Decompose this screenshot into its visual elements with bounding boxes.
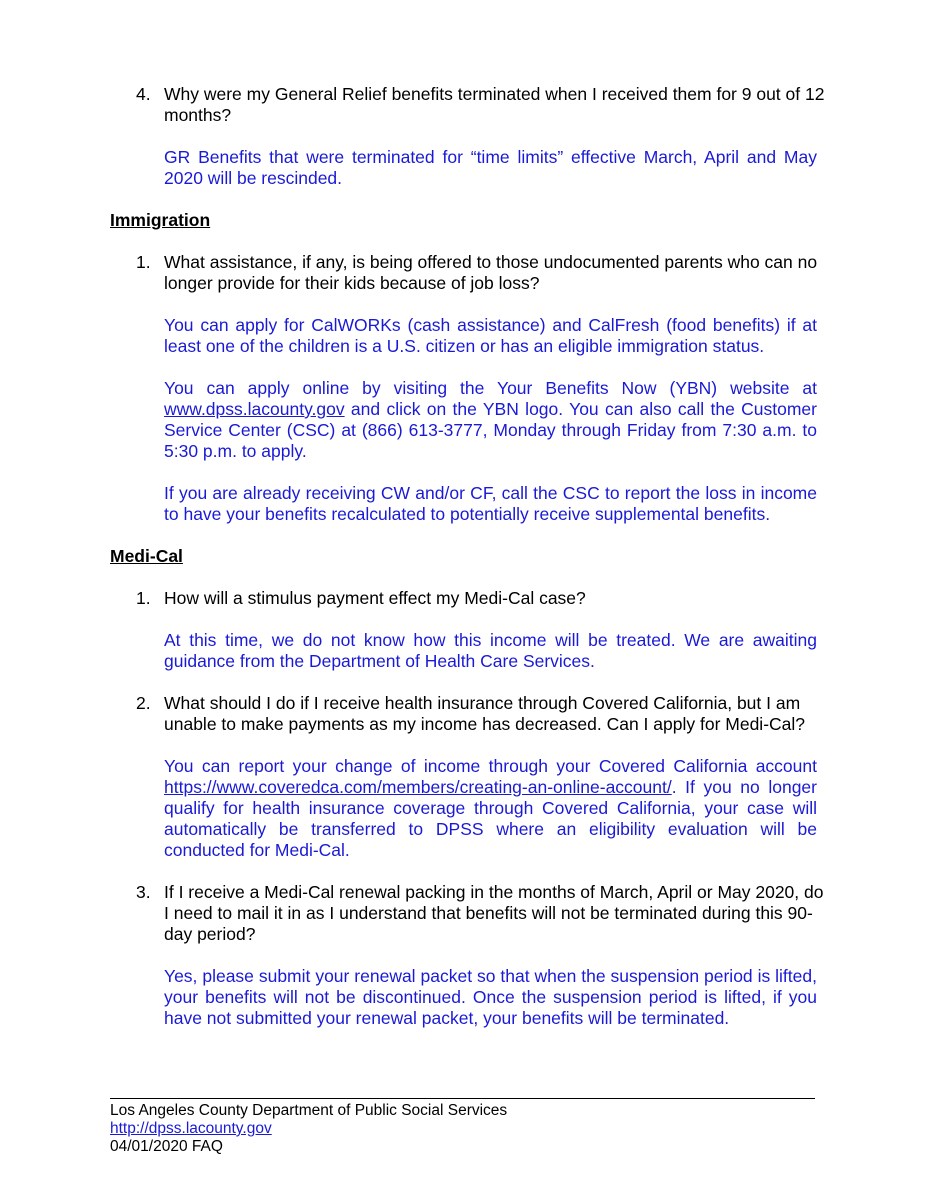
question-number: 1. [136, 252, 151, 272]
section-heading-immigration: Immigration [110, 210, 211, 230]
question-number: 4. [136, 84, 151, 104]
question-number: 1. [136, 588, 151, 608]
faq-answer-medical-2 [164, 756, 817, 861]
answer-text: You can apply online by visiting the Your Benefits Now (YBN) website at [164, 378, 817, 398]
footer-org: Los Angeles County Department of Public Social Services [110, 1102, 508, 1119]
dpss-website-link[interactable]: www.dpss.lacounty.gov [164, 399, 345, 419]
faq-question-gr-4 [136, 84, 826, 126]
question-text: How will a stimulus payment effect my Medi-Cal case? [164, 588, 586, 608]
faq-question-medical-2 [136, 693, 826, 735]
answer-text: and click on the YBN logo. You can also call the Customer Service Center (CSC) at (866) 613-3777, Monday through Friday from 7:30 a.m. to 5:30 p.m. to apply. [164, 399, 817, 461]
faq-answer-medical-1: At this time, we do not know how this income will be treated. We are awaiting guidance from the Department of Health Care Services. [164, 630, 817, 671]
faq-answer-immigration-1-p3: If you are already receiving CW and/or CF, call the CSC to report the loss in income to have your benefits recalculated to potentially receive supplemental benefits. [164, 483, 817, 524]
faq-answer-medical-3: Yes, please submit your renewal packet so that when the suspension period is lifted, your benefits will not be discontinued. Once the suspension period is lifted, if you have not submitted your renewal packet, your benefits will be terminated. [164, 966, 817, 1028]
footer-date: 04/01/2020 FAQ [110, 1138, 223, 1155]
question-text: If I receive a Medi-Cal renewal packing in the months of March, April or May 2020, do I need to mail it in as I understand that benefits will not be terminated during this 90-day period? [164, 882, 824, 944]
question-text: What assistance, if any, is being offered to those undocumented parents who can no longer provide for their kids because of job loss? [164, 252, 818, 293]
faq-question-immigration-1 [136, 252, 826, 294]
question-number: 2. [136, 693, 151, 713]
coveredca-link[interactable]: https://www.coveredca.com/members/creating-an-online-account/ [164, 777, 672, 797]
question-number: 3. [136, 882, 151, 902]
faq-question-medical-3 [136, 882, 826, 945]
faq-answer-gr-4: GR Benefits that were terminated for “time limits” effective March, April and May 2020 will be rescinded. [164, 147, 817, 188]
faq-question-medical-1 [136, 588, 826, 609]
faq-answer-immigration-1-p2 [164, 378, 817, 462]
footer-divider [110, 1098, 815, 1099]
answer-text: You can report your change of income through your Covered California account [164, 756, 817, 776]
faq-answer-immigration-1-p1: You can apply for CalWORKs (cash assistance) and CalFresh (food benefits) if at least one of the children is a U.S. citizen or has an eligible immigration status. [164, 315, 817, 356]
section-heading-medical: Medi-Cal [110, 546, 183, 566]
answer-text: . If you no longer qualify for health insurance coverage through Covered California, your case will automatically be transferred to DPSS where an eligibility evaluation will be conducted for Medi-Cal. [164, 777, 817, 860]
question-text: What should I do if I receive health insurance through Covered California, but I am unable to make payments as my income has decreased. Can I apply for Medi-Cal? [164, 693, 806, 734]
footer-link[interactable]: http://dpss.lacounty.gov [110, 1120, 272, 1137]
question-text: Why were my General Relief benefits terminated when I received them for 9 out of 12 months? [164, 84, 825, 125]
